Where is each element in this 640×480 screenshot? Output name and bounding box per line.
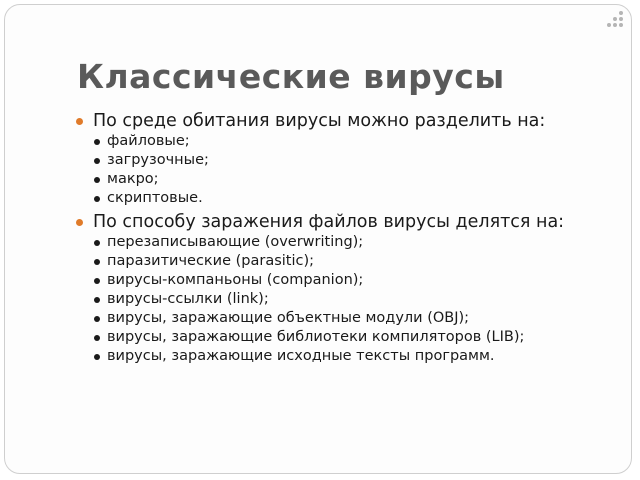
slide-body bbox=[75, 111, 605, 367]
bullet-icon bbox=[94, 354, 100, 360]
bullet-icon bbox=[94, 316, 100, 322]
bullet-icon bbox=[94, 259, 100, 265]
bullet-icon bbox=[94, 240, 100, 246]
slide bbox=[4, 4, 632, 474]
list-item: вирусы, заражающие исходные тексты программ. bbox=[93, 348, 605, 364]
bullet-section bbox=[75, 212, 605, 364]
bullet-icon bbox=[94, 196, 100, 202]
bullet-icon bbox=[94, 297, 100, 303]
bullet-icon bbox=[76, 118, 83, 125]
corner-dots-decoration bbox=[607, 11, 623, 27]
section-text: По среде обитания вирусы можно разделить на: bbox=[93, 111, 546, 131]
bullet-icon bbox=[94, 139, 100, 145]
list-item: макро; bbox=[93, 171, 605, 187]
list-item: вирусы-ссылки (link); bbox=[93, 291, 605, 307]
bullet-icon bbox=[76, 219, 83, 226]
list-item: вирусы-компаньоны (companion); bbox=[93, 272, 605, 288]
sub-list bbox=[93, 133, 605, 206]
list-item: файловые; bbox=[93, 133, 605, 149]
list-item: скриптовые. bbox=[93, 190, 605, 206]
bullet-icon bbox=[94, 158, 100, 164]
bullet-section bbox=[75, 111, 605, 206]
sub-list bbox=[93, 234, 605, 364]
section-text: По способу заражения файлов вирусы делятся на: bbox=[93, 212, 565, 232]
slide-title: Классические вирусы bbox=[77, 57, 505, 96]
list-item: перезаписывающие (overwriting); bbox=[93, 234, 605, 250]
list-item: паразитические (parasitic); bbox=[93, 253, 605, 269]
bullet-icon bbox=[94, 278, 100, 284]
bullet-icon bbox=[94, 335, 100, 341]
bullet-icon bbox=[94, 177, 100, 183]
list-item: загрузочные; bbox=[93, 152, 605, 168]
list-item: вирусы, заражающие библиотеки компиляторов (LIB); bbox=[93, 329, 605, 345]
list-item: вирусы, заражающие объектные модули (OBJ); bbox=[93, 310, 605, 326]
